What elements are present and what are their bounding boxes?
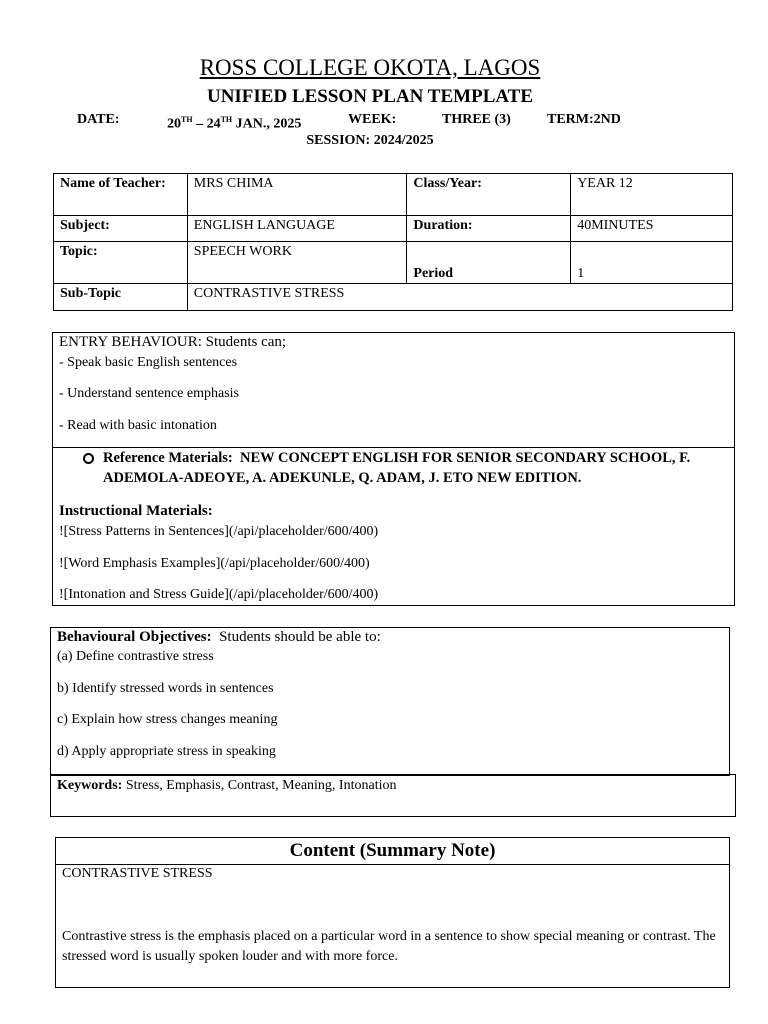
lesson-info-table xyxy=(53,173,733,311)
topic-label: Topic: xyxy=(54,242,188,284)
list-item: ![Stress Patterns in Sentences](/api/placeholder/600/400) xyxy=(59,524,379,539)
list-item: b) Identify stressed words in sentences xyxy=(57,681,274,696)
reference-label: Reference Materials: xyxy=(103,450,233,466)
date-label: DATE: xyxy=(77,112,120,127)
template-title: UNIFIED LESSON PLAN TEMPLATE xyxy=(206,86,534,107)
objectives-heading: Behavioural Objectives: Students should be able to: xyxy=(57,629,381,645)
subtopic-value: CONTRASTIVE STRESS xyxy=(187,284,732,311)
content-paragraph: Contrastive stress is the emphasis placed on a particular word in a sentence to show special meaning or contrast. The stressed word is usually spoken louder and with more force. xyxy=(62,929,716,964)
session: SESSION: 2024/2025 xyxy=(306,133,434,148)
week-label: WEEK: xyxy=(348,112,397,127)
entry-heading: ENTRY BEHAVIOUR: Students can; xyxy=(59,334,287,350)
term-value: TERM:2ND xyxy=(547,112,621,127)
list-item: (a) Define contrastive stress xyxy=(57,649,214,664)
table-row xyxy=(54,174,733,216)
list-item: - Understand sentence emphasis xyxy=(59,386,239,401)
date-value: 20TH – 24TH JAN., 2025 xyxy=(167,115,302,132)
duration-value: 40MINUTES xyxy=(571,216,733,242)
objectives-box xyxy=(50,627,730,776)
materials-box xyxy=(52,447,735,606)
bullet-icon xyxy=(83,453,94,464)
table-row xyxy=(54,284,733,311)
content-heading: Content (Summary Note) xyxy=(56,838,729,865)
keywords-line: Keywords: Stress, Emphasis, Contrast, Meaning, Intonation xyxy=(57,778,397,793)
entry-behaviour-box xyxy=(52,332,735,448)
class-value: YEAR 12 xyxy=(571,174,733,216)
week-value: THREE (3) xyxy=(442,112,511,127)
teacher-label: Name of Teacher: xyxy=(54,174,188,216)
subject-value: ENGLISH LANGUAGE xyxy=(187,216,407,242)
class-label: Class/Year: xyxy=(407,174,571,216)
duration-label: Duration: xyxy=(407,216,571,242)
period-value: 1 xyxy=(571,242,733,284)
list-item: d) Apply appropriate stress in speaking xyxy=(57,744,276,759)
content-box xyxy=(55,837,730,988)
keywords-box xyxy=(50,774,736,817)
reference-materials xyxy=(53,448,734,490)
period-label: Period xyxy=(407,242,571,284)
list-item: - Speak basic English sentences xyxy=(59,355,238,370)
table-row xyxy=(54,216,733,242)
list-item: c) Explain how stress changes meaning xyxy=(57,712,278,727)
topic-value: SPEECH WORK xyxy=(187,242,407,284)
reference-line-1: NEW CONCEPT ENGLISH FOR SENIOR SECONDARY SCHOOL, F. xyxy=(240,450,691,466)
teacher-value: MRS CHIMA xyxy=(187,174,407,216)
school-name: ROSS COLLEGE OKOTA, LAGOS xyxy=(199,55,541,80)
table-row xyxy=(54,242,733,284)
subtopic-label: Sub-Topic xyxy=(54,284,188,311)
reference-line-2: ADEMOLA-ADEOYE, A. ADEKUNLE, Q. ADAM, J. ETO NEW EDITION. xyxy=(103,470,582,486)
list-item: - Read with basic intonation xyxy=(59,418,217,433)
instructional-heading: Instructional Materials: xyxy=(59,503,213,519)
list-item: ![Intonation and Stress Guide](/api/placeholder/600/400) xyxy=(59,587,379,602)
content-subheading: CONTRASTIVE STRESS xyxy=(62,866,213,881)
list-item: ![Word Emphasis Examples](/api/placeholder/600/400) xyxy=(59,556,370,571)
subject-label: Subject: xyxy=(54,216,188,242)
